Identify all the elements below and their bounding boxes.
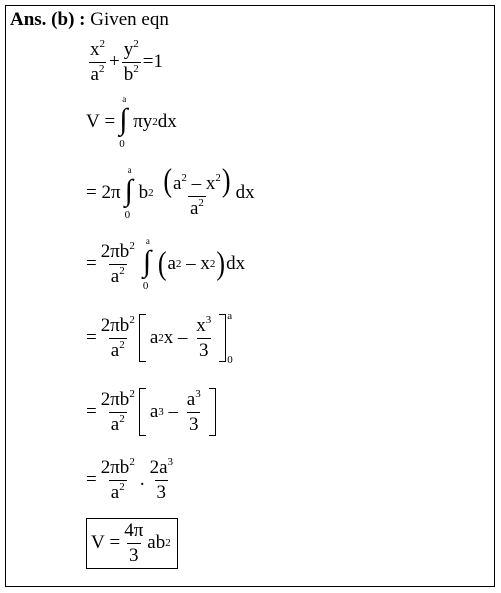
fraction-2pib2-over-a2: $\frac{2\pi b^2}{a^2}$ — [100, 240, 135, 287]
fraction-4pi-over-3: $\frac{4\pi}{3}$ — [124, 520, 144, 566]
equation-step-3: = $\frac{2\pi b^2}{a^2}$ a 2 x – $\frac{x^3}{3}$ a 0 — [86, 314, 236, 362]
equation-step-5: = $\frac{2\pi b^2}{a^2}$ . $\frac{2a^3}{3}$ — [86, 456, 173, 503]
equation-step-2: = $\frac{2\pi b^2}{a^2}$ a ∫ 0 ( a 2 – x 2 ) dx — [86, 236, 246, 293]
fraction-2pib2-over-a2: $\frac{2\pi b^2}{a^2}$ — [100, 313, 135, 361]
equation-step-1: = 2π a ∫ 0 b 2 $\frac{(a^2 - x^2)}{a^2}$ dx — [86, 162, 255, 222]
integral-sign: a ∫ 0 — [142, 236, 152, 293]
left-bracket — [139, 314, 146, 362]
integral-sign: a ∫ 0 — [119, 94, 128, 150]
left-bracket — [139, 388, 146, 436]
equation-step-4: = $\frac{2\pi b^2}{a^2}$ a 3 – $\frac{a^3}{3}$ — [86, 388, 216, 436]
fraction-a3-over-3: $\frac{a^3}{3}$ — [186, 387, 201, 435]
equation-ellipse: $\frac{x^2}{a^2}$ + $\frac{y^2}{b^2}$ = 1 — [90, 38, 163, 85]
header-text: Given eqn — [90, 9, 169, 30]
integral-sign: a ∫ 0 — [124, 165, 133, 222]
answer-label: Ans. (b) : — [10, 9, 86, 30]
equation-volume-integral: V = a ∫ 0 π y 2 dx — [86, 94, 177, 150]
fraction-x3-over-3: $\frac{x^3}{3}$ — [196, 313, 212, 361]
fraction-2pib2-over-a2: $\frac{2\pi b^2}{a^2}$ — [100, 456, 135, 503]
fraction-2pib2-over-a2: $\frac{2\pi b^2}{a^2}$ — [100, 387, 135, 435]
final-answer-box: V = $\frac{4\pi}{3}$ ab 2 — [86, 518, 178, 569]
evaluation-limits: a 0 — [227, 310, 233, 366]
fraction-2a3-over-3: $\frac{2a^3}{3}$ — [149, 456, 173, 503]
fraction-y2-b2: $\frac{y^2}{b^2}$ — [123, 38, 139, 85]
final-answer — [86, 518, 178, 569]
right-bracket — [209, 388, 216, 436]
answer-frame — [5, 5, 495, 587]
answer-header — [10, 9, 169, 31]
fraction-x2-a2: $\frac{x^2}{a^2}$ — [90, 38, 105, 85]
right-bracket — [219, 314, 226, 362]
fraction-a2-minus-x2-over-a2: $\frac{(a^2 - x^2)}{a^2}$ — [163, 162, 231, 219]
